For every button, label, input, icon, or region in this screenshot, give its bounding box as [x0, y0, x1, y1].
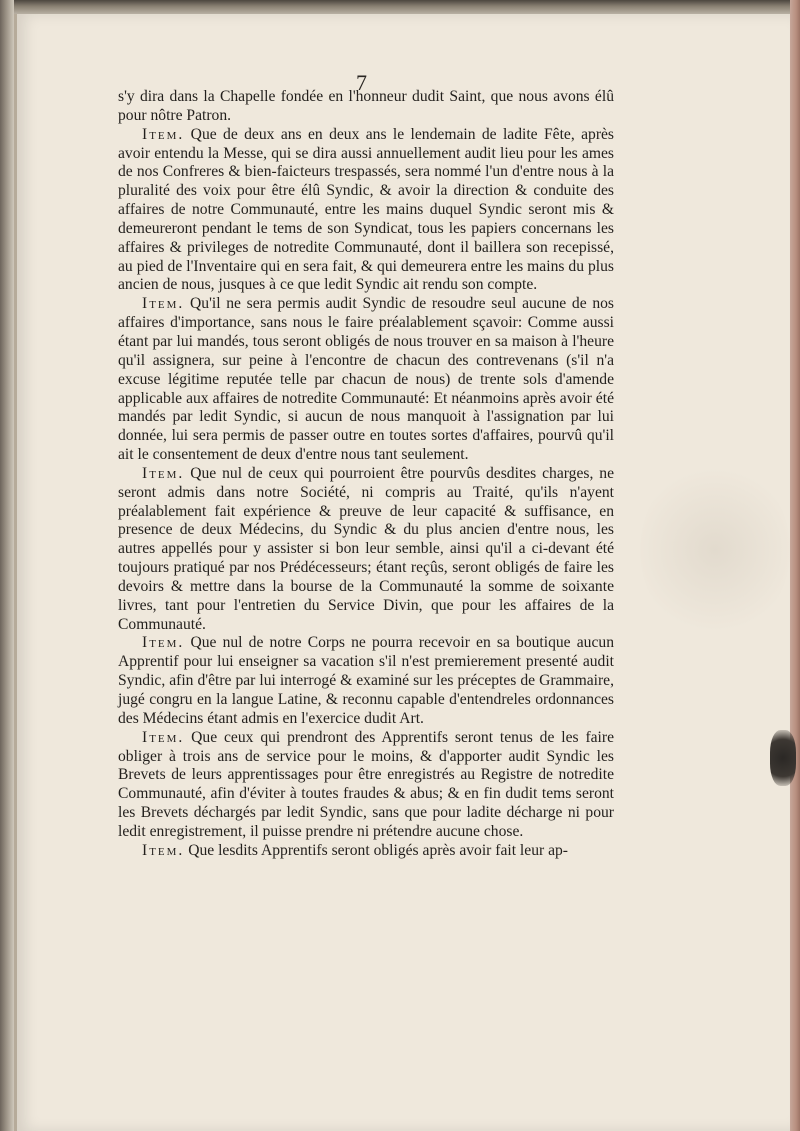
paragraph — [118, 126, 614, 296]
paragraph-text: Que lesdits Apprentifs seront obligés après avoir fait leur ap- — [184, 841, 568, 859]
paragraph — [118, 295, 614, 465]
paragraph-text: s'y dira dans la Chapelle fondée en l'honneur dudit Saint, que nous avons élû pour nôtre Patron. — [118, 88, 614, 124]
ink-blot — [770, 730, 796, 786]
paragraph — [118, 88, 614, 126]
item-heading: Item. — [142, 728, 185, 746]
item-heading: Item. — [142, 464, 185, 482]
paragraph-text: Que ceux qui prendront des Apprentifs seront tenus de les faire obliger à trois ans de service pour le moins, & d'apporter audit Syndic les Brevets de leurs apprentissages pour être enregistrés au Registre de notredite Communauté, afin d'éviter à toutes fraudes & abus; & en fin dudit tems seront les Brevets déchargés par ledit Syndic, sans que pour ladite décharge ni pour ledit enregistrement, il puisse prendre ni prétendre aucune chose. — [118, 728, 614, 840]
paragraph-text: Qu'il ne sera permis audit Syndic de resoudre seul aucune de nos affaires d'importance, sans nous le faire préalablement sçavoir: Comme aussi étant par lui mandés, tous seront obligés de nous trouver en sa maison à l'heure qu'il assignera, sur peine à l'encontre de chacun des contrevenans (s'il n'a excuse légitime reputée telle par chacun de nous) de trente sols d'amende applicable aux affaires de notredite Communauté: Et néanmoins après avoir été mandés par ledit Syndic, si aucun de nous manquoit à l'assignation par lui donnée, lui sera permis de passer outre en toutes sortes d'affaires, pourvû qu'il ait le consentement de deux d'entre nous tant seulement. — [118, 295, 614, 464]
paragraph — [118, 634, 614, 728]
item-heading: Item. — [142, 634, 185, 652]
item-heading: Item. — [142, 841, 185, 859]
paragraph-text: Que de deux ans en deux ans le lendemain de ladite Fête, après avoir entendu la Messe, qui se dira aussi annuellement audit lieu pour les ames de nos Confreres & bien-faicteurs trespassés, sera nommé l'un d'entre nous à la pluralité des voix pour être élû Syndic, & avoir la direction & conduite des affaires de notre Communauté, entre les mains duquel Syndic seront mis & demeureront pendant le tems de son Syndicat, tous les papiers concernans les affaires & privileges de notredite Communauté, dont il baillera son recepissé, au pied de l'Inventaire qui en sera fait, & qui demeurera entre les mains du plus ancien de nous, jusques à ce que ledit Syndic ait rendu son compte. — [118, 125, 614, 294]
paragraph-text: Que nul de notre Corps ne pourra recevoir en sa boutique aucun Apprentif pour lui enseigner sa vacation s'il n'est premierement presenté audit Syndic, afin d'être par lui interrogé & examiné sur les préceptes de Grammaire, jugé congru en la langue Latine, & reconnu capable d'entendreles ordonnances des Médecins étant admis en l'exercice dudit Art. — [118, 634, 614, 727]
paragraph — [118, 465, 614, 635]
body-text — [118, 88, 614, 861]
paper-stain — [640, 460, 790, 640]
paragraph-text: Que nul de ceux qui pourroient être pourvûs desdites charges, ne seront admis dans notre Société, ni compris au Traité, qu'ils n'ayent préalablement fait expérience & preuve de leur capacité & suffisance, en presence de deux Médecins, du Syndic & du plus ancien d'entre nous, les autres appellés pour y assister si bon leur semble, ainsi qu'il a ci-devant été toujours pratiqué par nos Prédécesseurs; étant reçûs, seront obligés de faire les devoirs & mettre dans la bourse de la Communauté la somme de soixante livres, tant pour l'entretien du Service Divin, que pour les affaires de la Communauté. — [118, 464, 614, 633]
book-right-edge — [790, 0, 800, 1131]
paragraph — [118, 842, 614, 861]
page-number: 7 — [356, 70, 367, 95]
item-heading: Item. — [142, 295, 185, 313]
paragraph — [118, 729, 614, 842]
item-heading: Item. — [142, 125, 185, 143]
